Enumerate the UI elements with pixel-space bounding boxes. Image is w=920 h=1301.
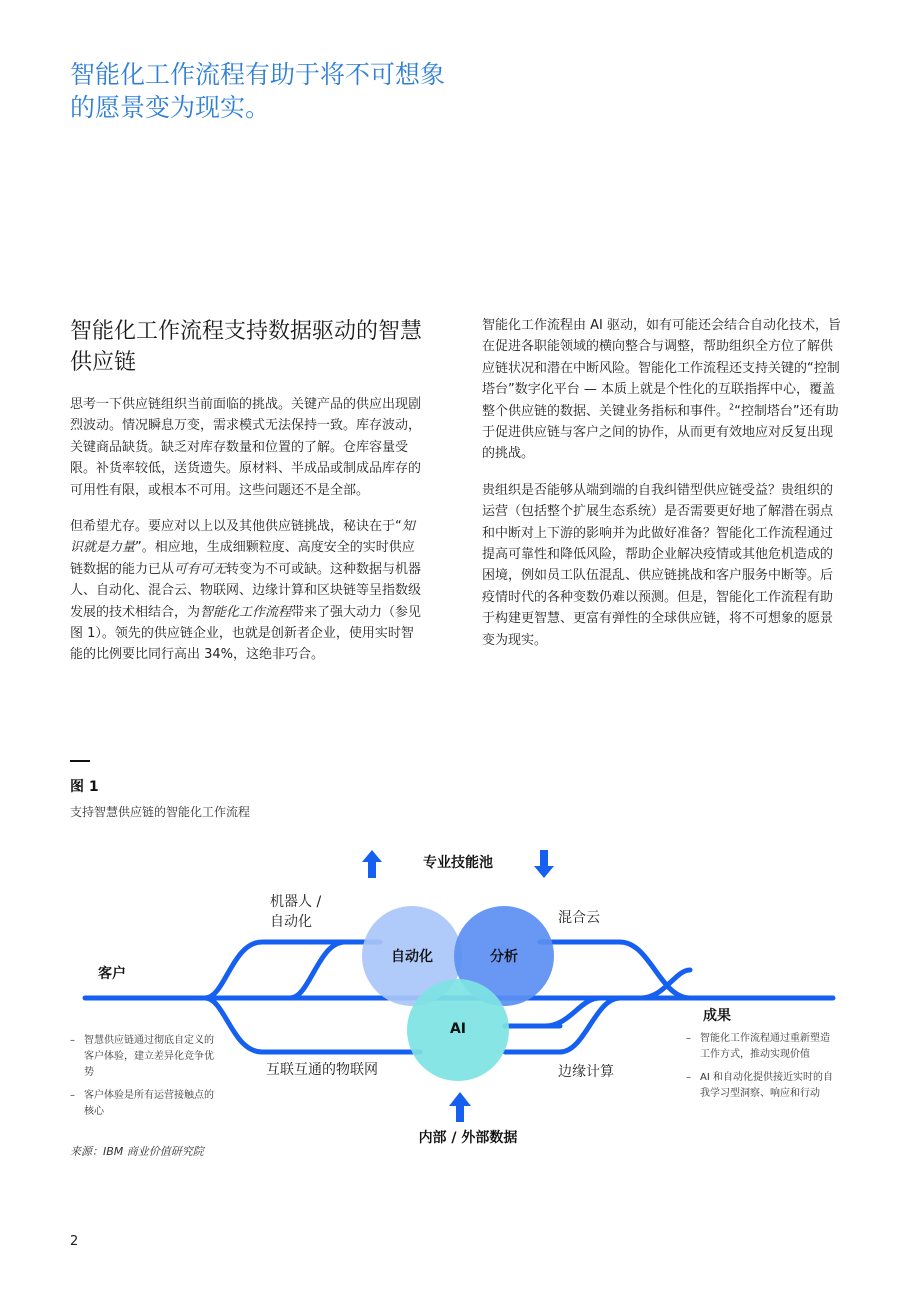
figure-caption: 支持智慧供应链的智能化工作流程 (70, 805, 251, 819)
data-label: 内部 / 外部数据 (418, 1130, 518, 1146)
list-item: – 智慧供应链通过彻底自定义的客户体验，建立差异化竞争优势 (70, 1033, 220, 1081)
page-number: 2 (70, 1234, 79, 1249)
robotics-label-line1: 机器人 / (270, 894, 322, 910)
body-column-right (482, 315, 842, 666)
section-heading: 智能化工作流程支持数据驱动的智慧供应链 (70, 319, 423, 375)
edge-computing-label: 边缘计算 (558, 1064, 614, 1080)
customer-notes (70, 1033, 220, 1127)
iot-label: 互联互通的物联网 (266, 1062, 378, 1078)
track-left-upper (205, 942, 380, 998)
circle-automation-label: 自动化 (391, 949, 433, 965)
robotics-label-line2: 自动化 (270, 914, 312, 930)
expertise-pool-label: 专业技能池 (423, 855, 493, 871)
pull-quote: 智能化工作流程有助于将不可想象的愿景变为现实。 (70, 60, 446, 122)
outcome-notes (686, 1031, 836, 1109)
hybrid-cloud-label: 混合云 (558, 910, 600, 926)
arrow-down-icon (534, 850, 554, 878)
track-right-loop (560, 998, 620, 1052)
figure-rule (70, 760, 90, 762)
list-item: – AI 和自动化提供接近实时的自我学习型洞察、响应和行动 (686, 1070, 836, 1102)
track-left-lower (205, 998, 420, 1052)
paragraph: 思考一下供应链组织当前面临的挑战。关键产品的供应出现剧烈波动。情况瞬息万变，需求模式无法保持一致。库存波动，关键商品缺货。缺乏对库存数量和位置的了解。仓库容量受限。补货率较低，送货遗失。原材料、半成品或制成品库存的可用性有限，或根本不可用。这些问题还不是全部。 (70, 397, 422, 498)
emphasis: 知识就是力量 (70, 519, 415, 556)
circle-analytics-label: 分析 (490, 949, 518, 965)
customer-label: 客户 (98, 966, 126, 982)
figure-source: 来源：IBM 商业价值研究院 (70, 1145, 204, 1158)
paragraph: 贵组织是否能够从端到端的自我纠错型供应链受益？贵组织的运营（包括整个扩展生态系统）是否需要更好地了解潜在弱点和中断对上下游的影响并为此做好准备？智能化工作流程通过提高可靠性和降低风险，帮助企业解决疫情或其他危机造成的困境，例如员工队伍混乱、供应链挑战和客户服务中断等。后疫情时代的各种变数仍难以预测。但是，智能化工作流程有助于构建更智慧、更富有弹性的全球供应链，将不可想象的愿景变为现实。 (482, 482, 834, 648)
paragraph: 但希望尤存。要应对以上以及其他供应链挑战，秘诀在于“知识就是力量”。相应地，生成细颗粒度、高度安全的实时供应链数据的能力已从可有可无转变为不可或缺。这种数据与机器人、自动化、混合云、物联网、边缘计算和区块链等呈指数级发展的技术相结合，为智能化工作流程带来了强大动力（参见图 1）。领先的供应链企业，也就是创新者企业，使用实时智能的比例要比同行高出 34%，这绝非巧合。 (70, 519, 422, 663)
body-column-left (70, 394, 422, 681)
outcome-label: 成果 (703, 1008, 731, 1024)
list-item: – 智能化工作流程通过重新塑造工作方式，推动实现价值 (686, 1031, 836, 1063)
track-right-upper (540, 942, 690, 998)
paragraph: 智能化工作流程由 AI 驱动，如有可能还会结合自动化技术，旨在促进各职能领域的横向整合与调整，帮助组织全方位了解供应链状况和潜在中断风险。智能化工作流程还支持关键的“控制塔台”数字化平台 — 本质上就是个性化的互联指挥中心，覆盖整个供应链的数据、关键业务指标和事件。$^2$“控制塔台”还有助于促进供应链与客户之间的协作，从而更有效地应对反复出现的挑战。 (482, 318, 841, 462)
footnote-ref: 2 (729, 402, 735, 412)
circle-ai-label: AI (449, 1021, 467, 1037)
arrow-up-icon (362, 850, 382, 878)
emphasis: 可有可无 (174, 561, 227, 577)
figure-label: 图 1 (70, 779, 99, 795)
list-item: – 客户体验是所有运营接触点的核心 (70, 1088, 220, 1120)
emphasis: 智能化工作流程 (200, 604, 292, 620)
arrow-up-bottom-icon (449, 1092, 471, 1122)
